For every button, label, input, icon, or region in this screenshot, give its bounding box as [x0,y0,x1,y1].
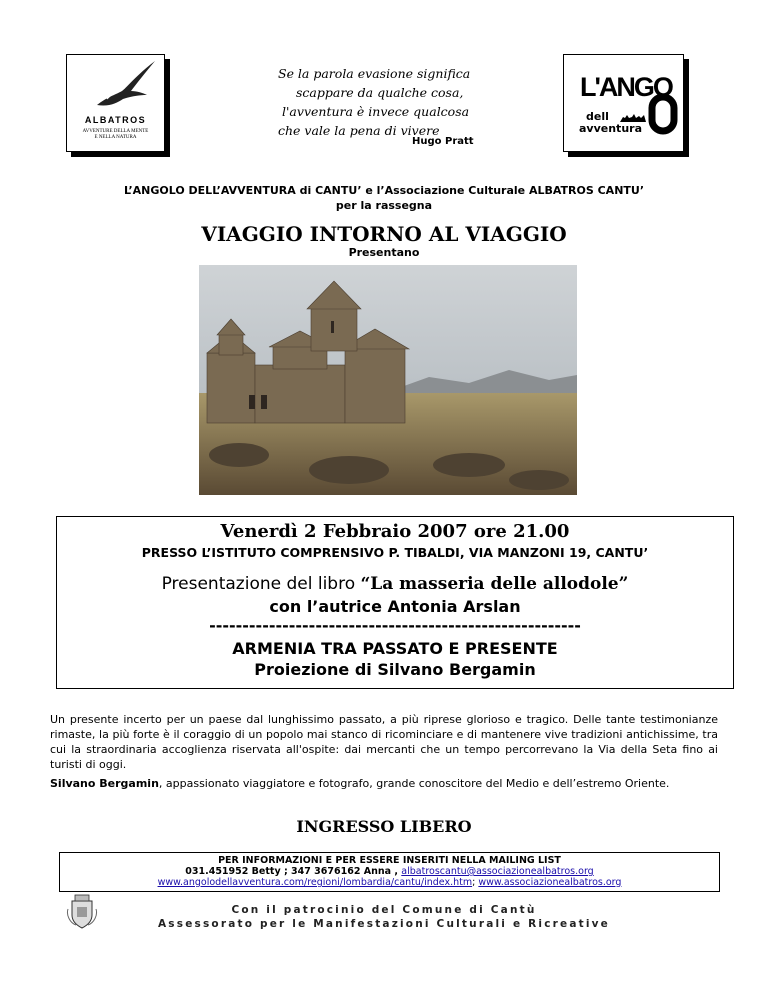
quote-line: scappare da qualche cosa, [296,85,464,100]
page-title: VIAGGIO INTORNO AL VIAGGIO [201,222,567,246]
patronage-line: Con il patrocinio del Comune di Cantù [231,904,537,916]
albatros-logo [66,54,165,152]
event-box [56,516,734,689]
angolo-avventura: avventura [579,122,642,135]
phone-numbers: 031.451952 Betty ; 347 3676162 Anna , [185,866,402,877]
quote-line: l'avventura è invece qualcosa [282,104,470,119]
info-heading: PER INFORMAZIONI E PER ESSERE INSERITI NELLA MAILING LIST [218,855,561,866]
armenia-title: ARMENIA TRA PASSATO E PRESENTE [232,639,558,658]
presentano-label: Presentano [348,246,420,259]
angolo-dell: dell [586,110,609,123]
albatross-bird-icon [67,55,164,115]
quote-author: Hugo Pratt [412,136,474,147]
armenian-church-photo [199,265,577,495]
book-presentation [57,574,733,594]
quote [278,64,488,140]
contacts-line [60,866,719,877]
book-author: con l’autrice Antonia Arslan [269,597,521,616]
albatros-subtitle: AVVENTURE DELLA MENTE E NELLA NATURA [82,129,149,140]
speaker-paragraph [50,776,718,791]
angolo-logo [563,54,684,152]
organizers-line: L’ANGOLO DELL’AVVENTURA di CANTU’ e l’Associazione Culturale ALBATROS CANTU’ [123,184,645,197]
angolo-website-link[interactable]: www.angolodellavventura.com/regioni/lombardia/cantu/index.htm [157,877,473,888]
angolo-title: L'ANGO [580,72,672,102]
event-date: Venerdì 2 Febbraio 2007 ore 21.00 [220,521,570,542]
free-entry-heading: INGRESSO LIBERO [296,817,472,836]
info-box [59,852,720,892]
quote-line: Se la parola evasione significa [278,66,471,81]
event-place: PRESSO L’ISTITUTO COMPRENSIVO P. TIBALDI, VIA MANZONI 19, CANTU’ [141,545,649,560]
quote-line: che vale la pena di vivere [278,123,440,138]
speaker-name: Silvano Bergamin [50,777,159,790]
series-line: per la rassegna [335,199,433,212]
url-separator: ; [472,877,479,888]
albatros-name: ALBATROS [84,115,147,125]
projection-line: Proiezione di Silvano Bergamin [254,660,536,679]
albatros-website-link[interactable]: www.associazionealbatros.org [478,877,622,888]
angolo-o-icon [648,91,678,135]
speaker-description: , appassionato viaggiatore e fotografo, grande conoscitore del Medio e dell’estremo Oriente. [158,777,670,790]
department-line: Assessorato per le Manifestazioni Culturali e Ricreative [157,918,610,930]
book-prefix: Presentazione del libro [161,574,361,594]
description-paragraph: Un presente incerto per un paese dal lunghissimo passato, a più riprese glorioso e tragico. Delle tante testimonianze rimaste, la più forte è il coraggio di un popolo mai stanco di ricominciare e di mantenere vive tradizioni antichissime, tra cui la straordinaria accoglienza riservata all'ospite: dai mercanti che un tempo percorrevano la Via della Seta fino ai turisti di oggi. [50,713,718,771]
email-link[interactable]: albatroscantu@associazionealbatros.org [401,866,594,877]
separator-dashes: -------------------------------------------------------- [209,616,581,635]
book-title: “La masseria delle allodole” [360,574,629,594]
urls-line [60,877,719,888]
